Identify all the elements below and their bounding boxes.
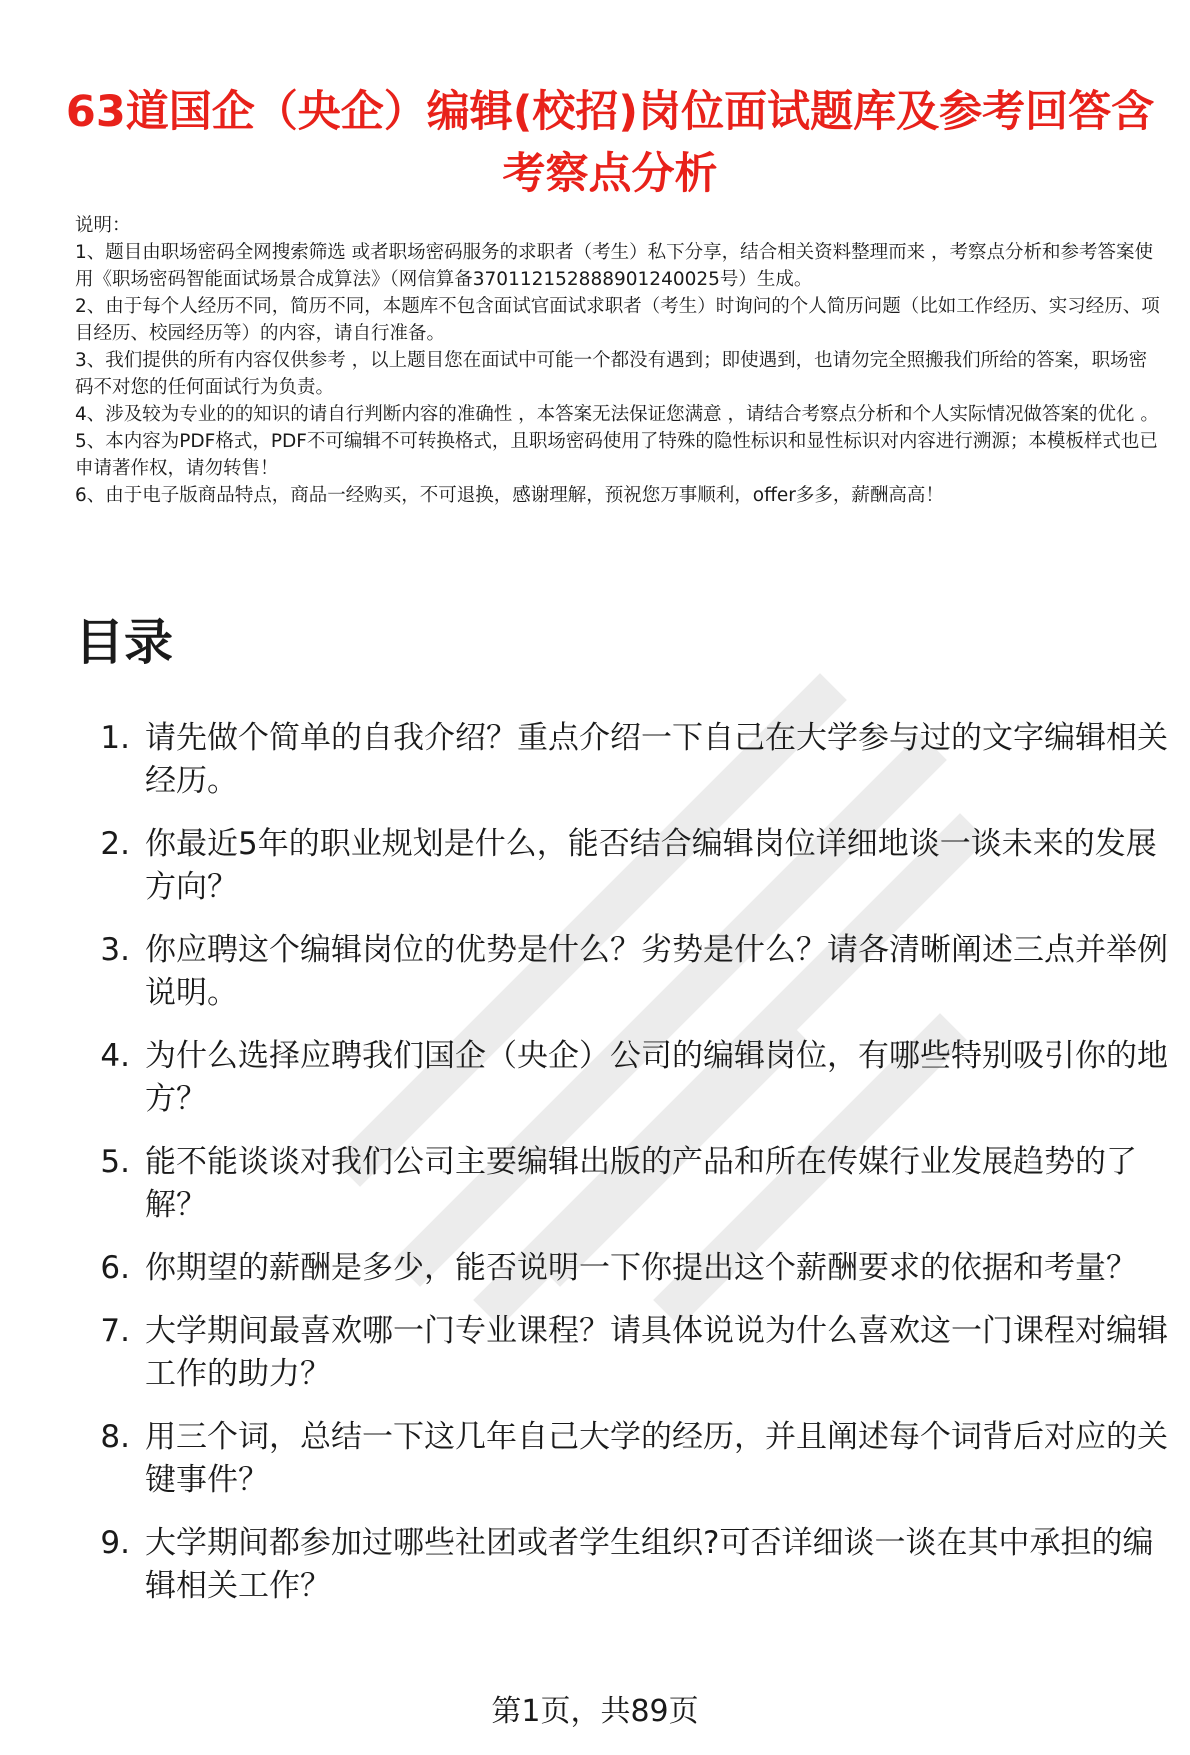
toc-item[interactable] <box>75 1247 1170 1290</box>
toc-item[interactable] <box>75 1522 1170 1608</box>
toc-item-number: 5. <box>100 1144 130 1180</box>
toc-item-text: 能不能谈谈对我们公司主要编辑出版的产品和所在传媒行业发展趋势的了解？ <box>145 1144 1137 1223</box>
toc-item-number: 6. <box>100 1250 130 1286</box>
toc-item-text: 你最近5年的职业规划是什么，能否结合编辑岗位详细地谈一谈未来的发展方向？ <box>145 826 1157 905</box>
toc-item-text: 你期望的薪酬是多少，能否说明一下你提出这个薪酬要求的依据和考量？ <box>145 1250 1137 1286</box>
note-item: 6、由于电子版商品特点，商品一经购买，不可退换，感谢理解，预祝您万事顺利，offer多多，薪酬高高！ <box>75 485 944 506</box>
toc-item-text: 用三个词，总结一下这几年自己大学的经历，并且阐述每个词背后对应的关键事件？ <box>145 1419 1168 1498</box>
toc-item[interactable] <box>75 717 1170 803</box>
notes-section <box>75 212 1165 509</box>
toc-item[interactable] <box>75 1310 1170 1396</box>
toc-item[interactable] <box>75 1035 1170 1121</box>
note-item: 5、本内容为PDF格式，PDF不可编辑不可转换格式，且职场密码使用了特殊的隐性标识和显性标识对内容进行溯源；本模板样式也已申请著作权，请勿转售！ <box>75 431 1158 479</box>
toc-heading: 目录 <box>75 614 174 671</box>
note-item: 1、题目由职场密码全网搜索筛选 或者职场密码服务的求职者（考生）私下分享，结合相关资料整理而来 ，考察点分析和参考答案使用《职场密码智能面试场景合成算法》（网信算备370112152888901240025号）生成。 <box>75 242 1154 290</box>
toc-item-number: 2. <box>100 826 130 862</box>
toc-item-text: 大学期间都参加过哪些社团或者学生组织?可否详细谈一谈在其中承担的编辑相关工作？ <box>145 1525 1154 1604</box>
toc-item-number: 1. <box>100 720 130 756</box>
toc-item-number: 8. <box>100 1419 130 1455</box>
note-item: 3、我们提供的所有内容仅供参考 ，以上题目您在面试中可能一个都没有遇到；即使遇到，也请勿完全照搬我们所给的答案，职场密码不对您的任何面试行为负责。 <box>75 350 1148 398</box>
toc-list <box>75 717 1170 1628</box>
toc-item-number: 4. <box>100 1038 130 1074</box>
toc-item-number: 9. <box>100 1525 130 1561</box>
toc-item-text: 为什么选择应聘我们国企（央企）公司的编辑岗位，有哪些特别吸引你的地方？ <box>145 1038 1168 1117</box>
toc-item[interactable] <box>75 823 1170 909</box>
document-title: 63道国企（央企）编辑(校招)岗位面试题库及参考回答含考察点分析 <box>65 86 1155 199</box>
toc-item-number: 7. <box>100 1313 130 1349</box>
toc-item[interactable] <box>75 1141 1170 1227</box>
toc-item[interactable] <box>75 1416 1170 1502</box>
toc-item-text: 请先做个简单的自我介绍？重点介绍一下自己在大学参与过的文字编辑相关经历。 <box>145 720 1168 799</box>
toc-item-text: 你应聘这个编辑岗位的优势是什么？劣势是什么？请各清晰阐述三点并举例说明。 <box>145 932 1168 1011</box>
note-item: 4、涉及较为专业的的知识的请自行判断内容的准确性 ，本答案无法保证您满意 ，请结合考察点分析和个人实际情况做答案的优化 。 <box>75 404 1159 425</box>
page-footer: 第1页，共89页 <box>491 1694 699 1729</box>
notes-heading: 说明： <box>75 215 131 236</box>
toc-item[interactable] <box>75 929 1170 1015</box>
toc-item-number: 3. <box>100 932 130 968</box>
toc-item-text: 大学期间最喜欢哪一门专业课程？请具体说说为什么喜欢这一门课程对编辑工作的助力？ <box>145 1313 1168 1392</box>
note-item: 2、由于每个人经历不同，简历不同，本题库不包含面试官面试求职者（考生）时询问的个人简历问题（比如工作经历、实习经历、项目经历、校园经历等）的内容，请自行准备。 <box>75 296 1160 344</box>
